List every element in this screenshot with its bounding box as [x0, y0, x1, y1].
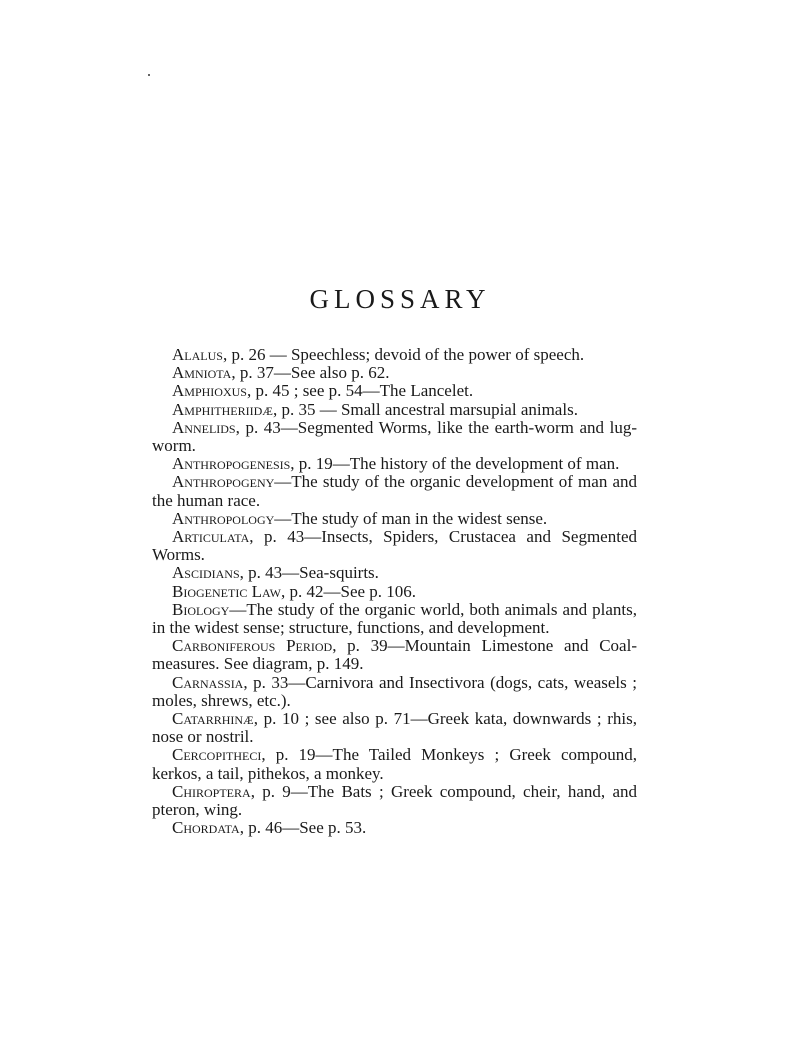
entry-term: Alalus	[172, 345, 223, 364]
entry-text: , p. 19—The Tailed Monkeys ; Greek compound, kerkos, a tail, pithekos, a monkey.	[152, 745, 637, 783]
entry-text: , p. 33—Carnivora and Insectivora (dogs, cats, weasels ; moles, shrews, etc.).	[152, 672, 637, 710]
entry-text: , p. 37—See also p. 62.	[231, 363, 390, 383]
glossary-entry	[152, 364, 637, 382]
entry-term: Annelids	[172, 417, 236, 437]
print-speck	[148, 74, 150, 76]
entry-text: , p. 26 — Speechless; devoid of the power of speech.	[222, 345, 585, 364]
entry-text: , p. 35 — Small ancestral marsupial animals.	[272, 399, 578, 419]
entry-term: Articulata	[172, 527, 250, 547]
entry-term: Carboniferous Period	[172, 636, 333, 656]
entry-term: Chiroptera	[172, 781, 251, 801]
glossary-entry	[152, 746, 637, 782]
glossary-entry	[152, 401, 637, 419]
glossary-entry	[152, 637, 637, 673]
entry-text: , p. 43—Segmented Worms, like the earth-worm and lug-worm.	[152, 417, 637, 456]
glossary-entry	[152, 382, 637, 400]
entry-text: , p. 43—Sea-squirts.	[239, 563, 379, 583]
glossary-entry	[152, 674, 637, 710]
entry-text: , p. 46—See p. 53.	[239, 818, 367, 838]
entry-text: —The study of the organic development of man and the human race.	[152, 472, 637, 510]
entry-text: , p. 43—Insects, Spiders, Crustacea and Segmented Worms.	[152, 527, 637, 565]
entry-term: Amphitheriidæ	[172, 399, 273, 419]
entry-text: —The study of man in the widest sense.	[274, 508, 548, 528]
entry-term: Cercopitheci	[172, 745, 262, 765]
page-title: GLOSSARY	[309, 284, 491, 314]
glossary-entry	[152, 819, 637, 837]
entry-text: , p. 9—The Bats ; Greek compound, cheir, hand, and pteron, wing.	[152, 781, 637, 820]
glossary-entry	[152, 473, 637, 509]
entry-term: Anthropogenesis	[172, 454, 291, 474]
glossary-entry	[152, 601, 637, 637]
glossary-entry	[152, 710, 637, 746]
entry-term: Catarrhinæ	[172, 709, 254, 729]
glossary-entries	[152, 346, 637, 837]
entry-term: Biogenetic Law	[172, 581, 281, 601]
entry-text: , p. 45 ; see p. 54—The Lancelet.	[246, 381, 474, 401]
entry-term: Anthropogeny	[172, 472, 275, 492]
entry-term: Biology	[172, 599, 230, 619]
entry-text: , p. 42—See p. 106.	[281, 581, 417, 601]
entry-text: , p. 19—The history of the development of man.	[290, 454, 620, 474]
glossary-entry	[152, 528, 637, 564]
entry-text: , p. 39—Mountain Limestone and Coal-measures. See diagram, p. 149.	[152, 636, 637, 674]
glossary-entry	[152, 510, 637, 528]
glossary-entry	[152, 583, 637, 601]
glossary-entry	[152, 564, 637, 582]
entry-term: Chordata	[172, 818, 240, 838]
entry-text: —The study of the organic world, both animals and plants, in the widest sense; structure, functions, and development.	[152, 599, 637, 638]
glossary-entry	[152, 419, 637, 455]
entry-term: Ascidians	[172, 563, 240, 583]
entry-term: Anthropology	[172, 508, 275, 528]
entry-text: , p. 10 ; see also p. 71—Greek kata, downwards ; rhis, nose or nostril.	[152, 709, 637, 747]
entry-term: Amniota	[172, 363, 232, 383]
entry-term: Carnassia	[172, 672, 244, 692]
glossary-entry	[152, 346, 637, 364]
glossary-entry	[152, 783, 637, 819]
entry-term: Amphioxus	[172, 381, 247, 401]
glossary-entry	[152, 455, 637, 473]
